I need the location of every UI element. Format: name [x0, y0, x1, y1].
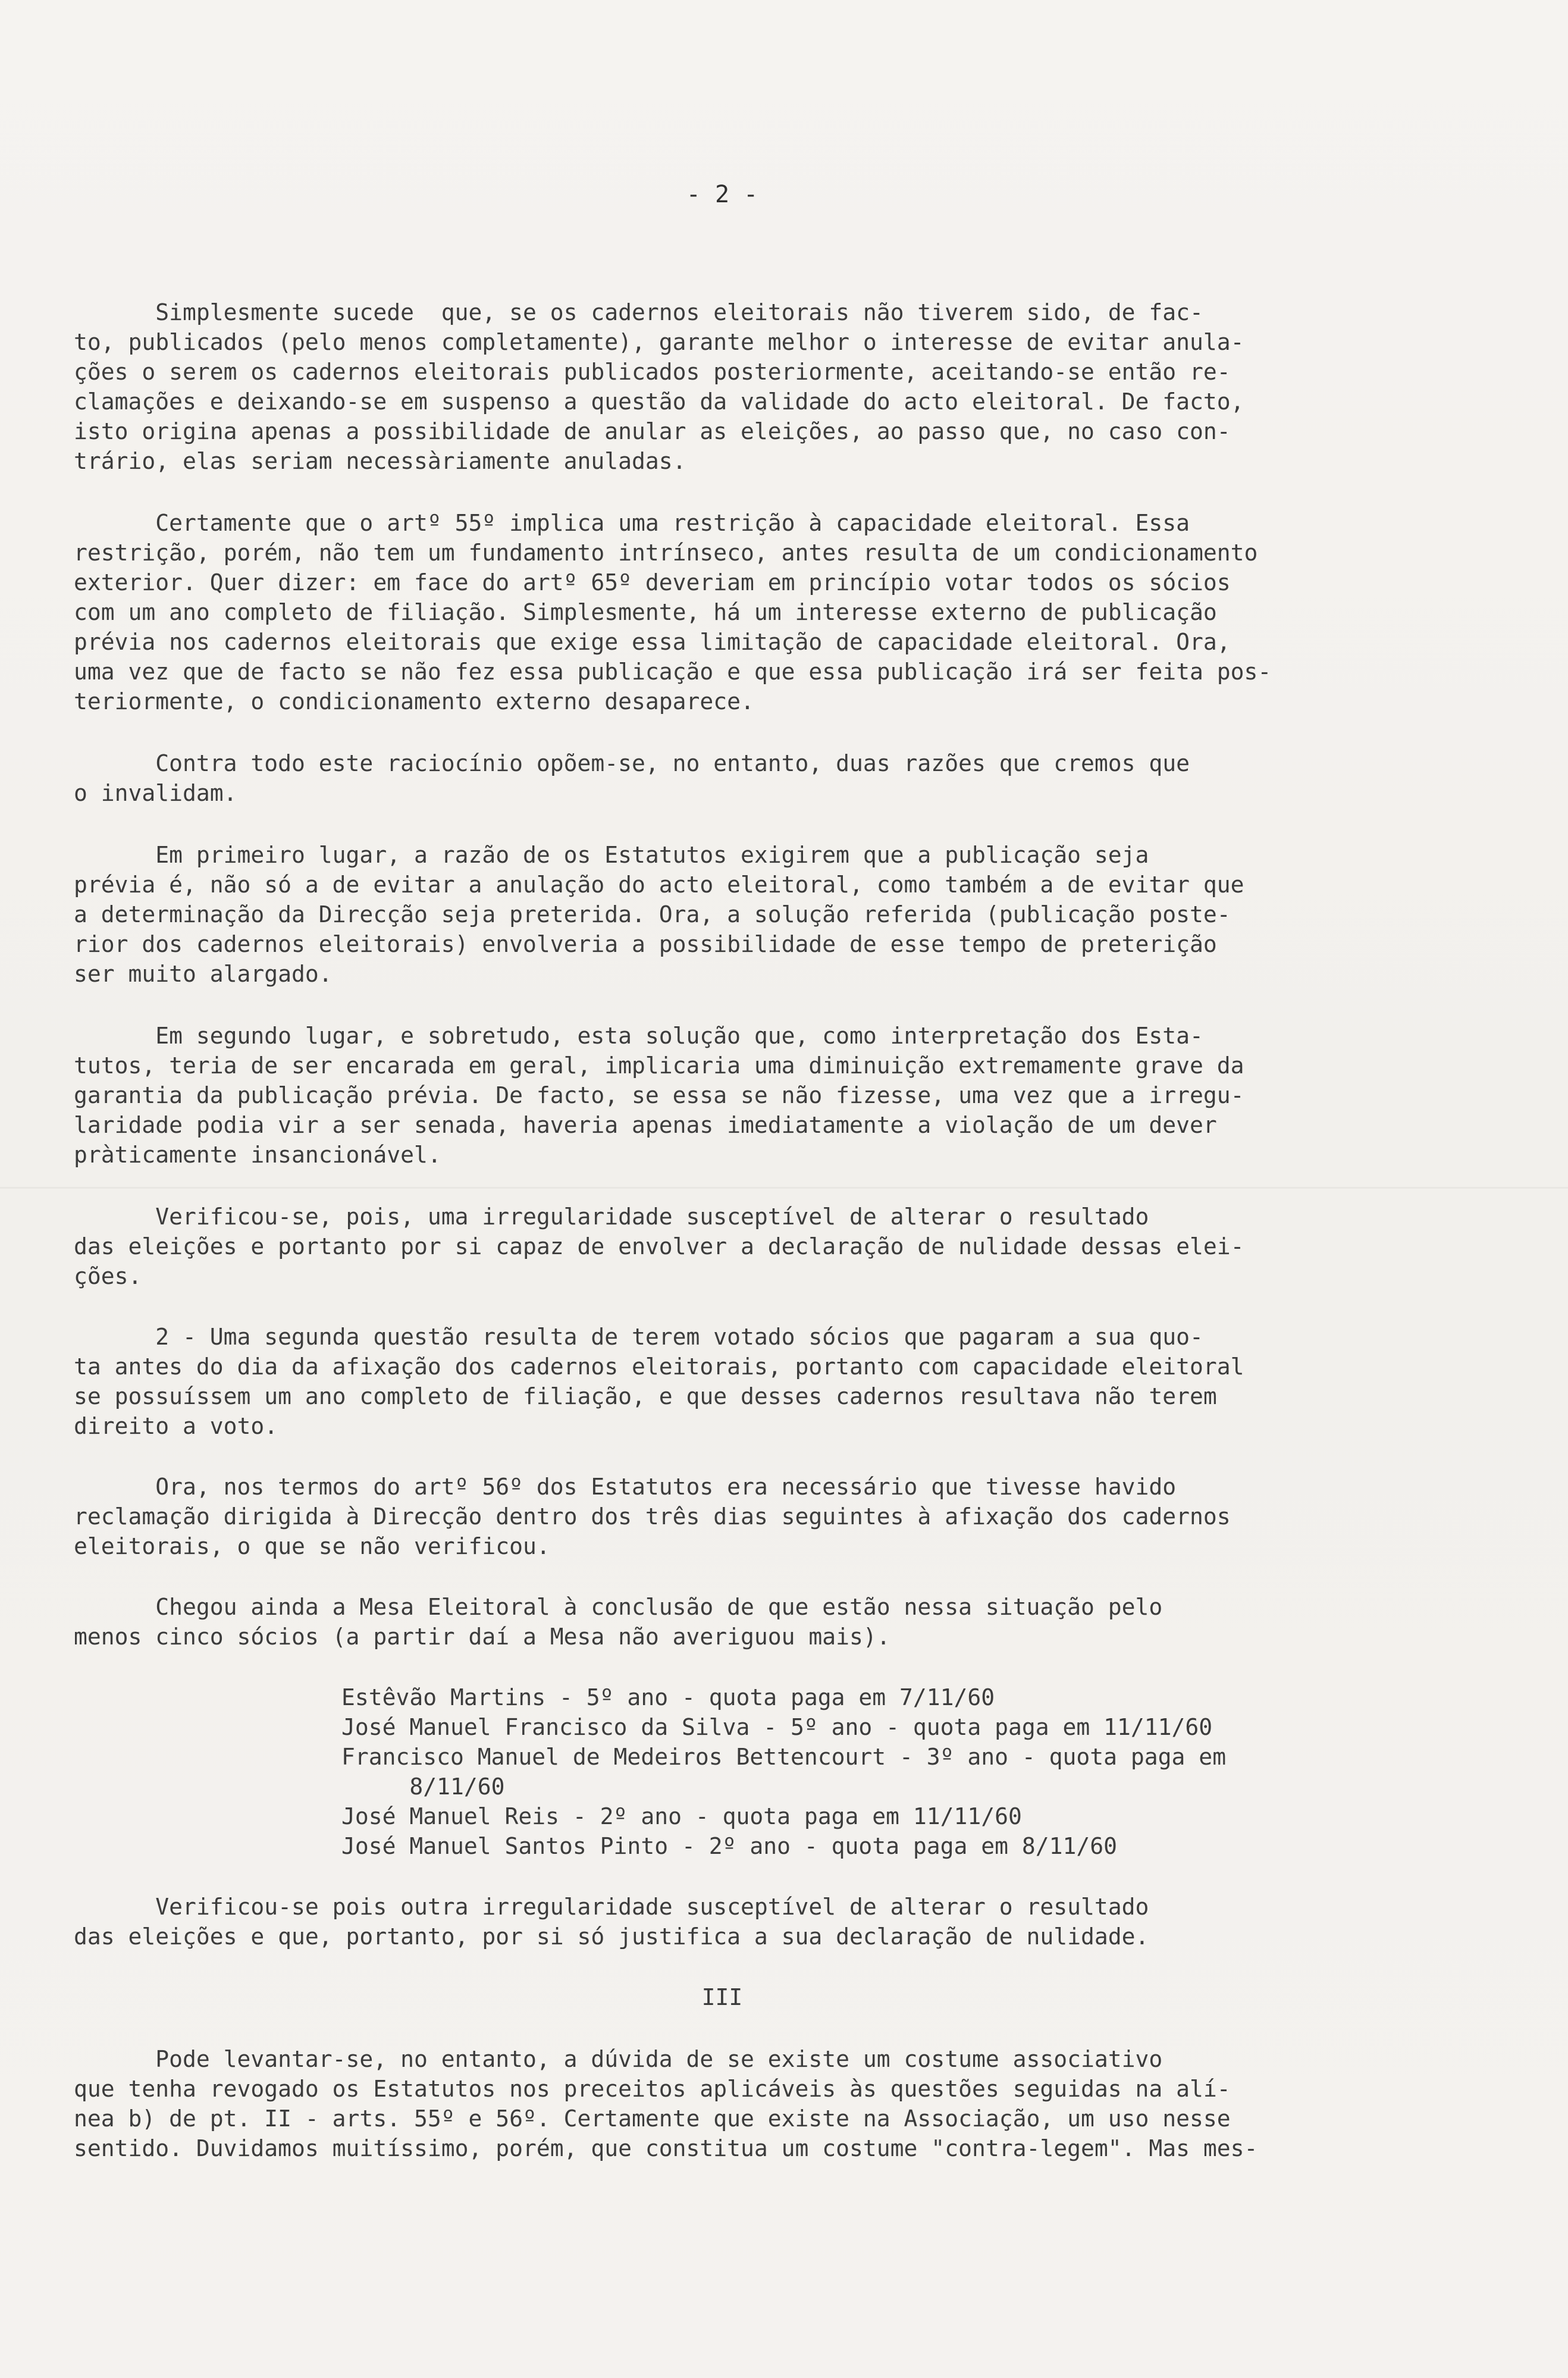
- text-line: rior dos cadernos eleitorais) envolveria a possibilidade de esse tempo de preterição: [74, 931, 1217, 957]
- list-item: 8/11/60: [341, 1774, 505, 1800]
- text-line: isto origina apenas a possibilidade de anular as eleições, ao passo que, no caso con-: [74, 418, 1231, 444]
- text-line: das eleições e que, portanto, por si só justifica a sua declaração de nulidade.: [74, 1923, 1149, 1950]
- list-item: José Manuel Santos Pinto - 2º ano - quota paga em 8/11/60: [341, 1833, 1118, 1859]
- text-line: o invalidam.: [74, 780, 237, 806]
- list-item: Estêvão Martins - 5º ano - quota paga em 7/11/60: [341, 1684, 995, 1710]
- page-number: - 2 -: [686, 181, 758, 208]
- paragraph-3: [74, 748, 1371, 808]
- text-line: eleitorais, o que se não verificou.: [74, 1533, 550, 1559]
- text-line: pràticamente insancionável.: [74, 1142, 441, 1168]
- text-line: reclamação dirigida à Direcção dentro dos três dias seguintes à afixação dos cadernos: [74, 1503, 1231, 1530]
- paragraph-8: [74, 1472, 1371, 1561]
- paragraph-9: [74, 1592, 1371, 1652]
- text-line: clamações e deixando-se em suspenso a questão da validade do acto eleitoral. De facto,: [74, 388, 1244, 415]
- text-line: laridade podia vir a ser senada, haveria apenas imediatamente a violação de um dever: [74, 1112, 1217, 1138]
- members-list: [341, 1683, 1371, 1861]
- text-line: trário, elas seriam necessàriamente anuladas.: [74, 448, 686, 474]
- text-line: Contra todo este raciocínio opõem-se, no entanto, duas razões que cremos que: [74, 750, 1190, 776]
- paper-fold: [0, 1187, 1568, 1189]
- text-line: 2 - Uma segunda questão resulta de terem votado sócios que pagaram a sua quo-: [74, 1324, 1203, 1350]
- paragraph-6: [74, 1202, 1371, 1291]
- text-line: prévia nos cadernos eleitorais que exige essa limitação de capacidade eleitoral. Ora,: [74, 629, 1231, 655]
- text-line: Certamente que o artº 55º implica uma restrição à capacidade eleitoral. Essa: [74, 510, 1190, 536]
- text-line: sentido. Duvidamos muitíssimo, porém, que constitua um costume "contra-legem". Mas mes-: [74, 2135, 1258, 2161]
- text-line: Simplesmente sucede que, se os cadernos eleitorais não tiverem sido, de fac-: [74, 299, 1203, 325]
- text-line: ções o serem os cadernos eleitorais publicados posteriormente, aceitando-se então re-: [74, 359, 1231, 385]
- text-line: garantia da publicação prévia. De facto, se essa se não fizesse, uma vez que a irregu-: [74, 1082, 1244, 1108]
- text-line: tutos, teria de ser encarada em geral, implicaria uma diminuição extremamente grave da: [74, 1052, 1244, 1079]
- list-item: José Manuel Reis - 2º ano - quota paga em 11/11/60: [341, 1803, 1022, 1829]
- final-paragraph: [74, 2044, 1371, 2163]
- text-line: ções.: [74, 1263, 142, 1289]
- text-line: ta antes do dia da afixação dos cadernos eleitorais, portanto com capacidade eleitoral: [74, 1354, 1244, 1380]
- text-line: Em primeiro lugar, a razão de os Estatutos exigirem que a publicação seja: [74, 842, 1149, 868]
- text-line: Verificou-se pois outra irregularidade susceptível de alterar o resultado: [74, 1894, 1149, 1920]
- conclusion-paragraph: [74, 1892, 1371, 1951]
- text-line: menos cinco sócios (a partir daí a Mesa não averiguou mais).: [74, 1624, 890, 1650]
- text-line: ser muito alargado.: [74, 961, 333, 987]
- text-line: com um ano completo de filiação. Simplesmente, há um interesse externo de publicação: [74, 599, 1217, 625]
- list-item: José Manuel Francisco da Silva - 5º ano - quota paga em 11/11/60: [341, 1714, 1213, 1740]
- text-line: prévia é, não só a de evitar a anulação do acto eleitoral, como também a de evitar que: [74, 872, 1244, 898]
- text-line: Verificou-se, pois, uma irregularidade susceptível de alterar o resultado: [74, 1204, 1149, 1230]
- text-line: Pode levantar-se, no entanto, a dúvida de se existe um costume associativo: [74, 2046, 1163, 2072]
- list-item: Francisco Manuel de Medeiros Bettencourt - 3º ano - quota paga em: [341, 1744, 1227, 1770]
- text-line: teriormente, o condicionamento externo desaparece.: [74, 688, 754, 715]
- text-line: Ora, nos termos do artº 56º dos Estatutos era necessário que tivesse havido: [74, 1474, 1177, 1500]
- text-line: Em segundo lugar, e sobretudo, esta solução que, como interpretação dos Esta-: [74, 1023, 1203, 1049]
- paragraph-1: [74, 297, 1371, 476]
- text-line: uma vez que de facto se não fez essa publicação e que essa publicação irá ser feita pos-: [74, 659, 1272, 685]
- paragraph-2: [74, 508, 1371, 716]
- text-line: Chegou ainda a Mesa Eleitoral à conclusão de que estão nessa situação pelo: [74, 1594, 1163, 1620]
- text-line: direito a voto.: [74, 1413, 278, 1439]
- text-line: restrição, porém, não tem um fundamento intrínseco, antes resulta de um condicionamento: [74, 540, 1258, 566]
- text-line: se possuíssem um ano completo de filiação, e que desses cadernos resultava não terem: [74, 1383, 1217, 1409]
- text-line: exterior. Quer dizer: em face do artº 65º deveriam em princípio votar todos os sócios: [74, 569, 1231, 596]
- section-heading: III: [701, 1984, 743, 2010]
- text-line: das eleições e portanto por si capaz de envolver a declaração de nulidade dessas elei-: [74, 1233, 1244, 1260]
- text-line: a determinação da Direcção seja preterida. Ora, a solução referida (publicação poste-: [74, 901, 1231, 928]
- paragraph-7: [74, 1322, 1371, 1441]
- text-line: to, publicados (pelo menos completamente), garante melhor o interesse de evitar anula-: [74, 329, 1244, 355]
- text-line: nea b) de pt. II - arts. 55º e 56º. Certamente que existe na Associação, um uso nesse: [74, 2106, 1231, 2132]
- paragraph-5: [74, 1021, 1371, 1170]
- paragraph-4: [74, 840, 1371, 989]
- text-line: que tenha revogado os Estatutos nos preceitos aplicáveis às questões seguidas na alí-: [74, 2076, 1231, 2102]
